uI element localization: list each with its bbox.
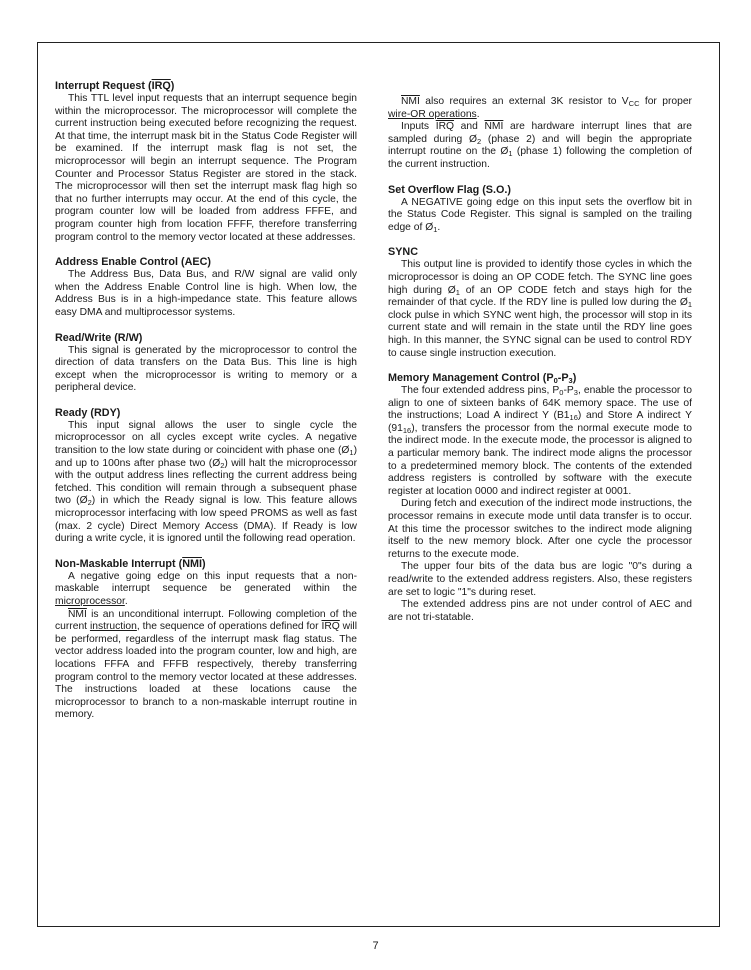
section-nmi-continued: [388, 96, 692, 172]
left-column: [55, 80, 357, 734]
section-rdy: [55, 407, 357, 546]
nmi-signal: NMI: [182, 557, 202, 570]
rdy-body: This input signal allows the user to single cycle the microprocessor on all cycles except write cycles. A negative transition to the low state during or coincident with phase one $(Ø_1)$ and up to 100ns after phase two $(Ø_2)$ will halt the microprocessor with the output address lines reflecting the current address being fetched. This condition will remain through a subsequent phase two $(Ø_2)$ in which the Ready signal is low. This feature allows microprocessor interfacing with low speed PROMS as well as fast (max. 2 cycle) Direct Memory Access (DMA). If Ready is low during a write cycle, it is ignored until the following read operation.: [55, 419, 357, 545]
heading-rdy: Ready (RDY): [55, 406, 121, 419]
section-so: [388, 184, 692, 235]
mmc-body-4: The extended address pins are not under control of AEC and are not tri-statable.: [388, 599, 692, 623]
mmc-body-2: During fetch and execution of the indirect mode instructions, the processor remains in execute mode until data transfer is to occur. At this time the processor switches to the indirect mode aligning itself to the new memory block. After one cycle the processor returns to the execute mode.: [388, 498, 692, 560]
irq-signal: IRQ: [151, 80, 171, 92]
section-nmi: [55, 558, 357, 722]
mmc-body-3: The upper four bits of the data bus are logic "0"s during a read/write to the extended address registers. Also, these registers are set to logic "1"s during reset.: [388, 561, 692, 598]
heading-aec: Address Enable Control (AEC): [55, 256, 211, 269]
nmi-cont-body-1: $\overline{NMI}$ also requires an external 3K resistor to $V_{CC}$ for proper wire-OR operations.: [388, 96, 692, 120]
rw-body: This signal is generated by the microprocessor to control the direction of data transfers on the Data Bus. This line is high except when the microprocessor is writing to memory or a peripheral device.: [55, 344, 357, 394]
so-body: A NEGATIVE going edge on this input sets the overflow bit in the Status Code Register. This signal is sampled on the trailing edge of $Ø_1$.: [388, 196, 692, 234]
page-number: 7: [372, 940, 379, 952]
aec-body: The Address Bus, Data Bus, and R/W signal are valid only when the Address Enable Control line is high. When low, the Address Bus is in a high-impedance state. This feature allows easy DMA and multiprocessor systems.: [55, 269, 357, 318]
section-sync: [388, 246, 692, 360]
heading-so: Set Overflow Flag (S.O.): [388, 183, 511, 196]
nmi-body-2: $\overline{NMI}$ is an unconditional interrupt. Following completion of the current instruction, the sequence of operations defined for $\overline{IRQ}$ will be performed, regardless of the interrupt mask flag status. The vector address loaded into the program counter, low and high, are locations FFFA and FFFB respectively, thereby transferring program control to the memory vector located at these addresses. The instructions loaded at these locations cause the microprocessor to branch to a non-maskable interrupt routine in memory.: [55, 608, 357, 721]
heading-irq: Interrupt Request (IRQ): [55, 80, 175, 92]
nmi-body-1: A negative going edge on this input requests that a non-maskable interrupt sequence be generated within the microprocessor.: [55, 570, 357, 607]
heading-sync: SYNC: [388, 246, 418, 259]
nmi-cont-body-2: Inputs $\overline{IRQ}$ and $\overline{NMI}$ are hardware interrupt lines that are sampled during $Ø_2$ (phase 2) and will begin the appropriate interrupt routine on the $Ø_1$ (phase 1) following the completion of the current instruction.: [388, 121, 693, 170]
section-rw: [55, 332, 357, 395]
section-irq: [55, 80, 357, 244]
section-mmc: [388, 372, 692, 624]
heading-rw: Read/Write (R/W): [55, 331, 143, 344]
sync-body: This output line is provided to identify those cycles in which the microprocessor is doing an OP CODE fetch. The SYNC line goes high during $Ø_1$ of an OP CODE fetch and stays high for the remainder of that cycle. If the RDY line is pulled low during the $Ø_1$ clock pulse in which SYNC went high, the processor will stop in its current state and will remain in the state until the RDY line goes high. In this manner, the SYNC signal can be used to control RDY to cause single instruction execution.: [388, 259, 692, 359]
right-column: [388, 96, 692, 636]
section-aec: [55, 256, 357, 319]
heading-nmi: Non-Maskable Interrupt (NMI): [55, 557, 206, 570]
mmc-body-1: The four extended address pins, $P_0-P_3$, enable the processor to align to one of sixteen banks of 64K memory space. The use of the instructions; Load A indirect Y $(B1_{16})$ and Store A indirect Y $(91_{16})$, transfers the processor from the normal execute mode to the indirect mode. In the execute mode, the processor is aligned to a particular memory bank. The indirect mode aligns the processor to a predetermined memory block. The contents of the extended address registers is controlled by software with the execute register at location 0000 and indirect register at 0001.: [388, 385, 692, 497]
irq-body: This TTL level input requests that an interrupt sequence begin within the microprocessor. The microprocessor will complete the current instruction being executed before recognizing the request. At that time, the interrupt mask bit in the Status Code Register will be examined. If the interrupt mask flag is not set, the microprocessor will begin an interrupt sequence. The Program Counter and Processor Status Register are stored in the stack. The microprocessor will then set the interrupt mask flag high so that no further interrupts may occur. At the end of this cycle, the program counter low will be loaded from address FFFE, and program counter high from location FFFF, therefore transferring program control to the memory vector located at these addresses.: [55, 93, 357, 243]
heading-mmc: Memory Management Control $(P_0-P_3)$: [388, 372, 577, 386]
